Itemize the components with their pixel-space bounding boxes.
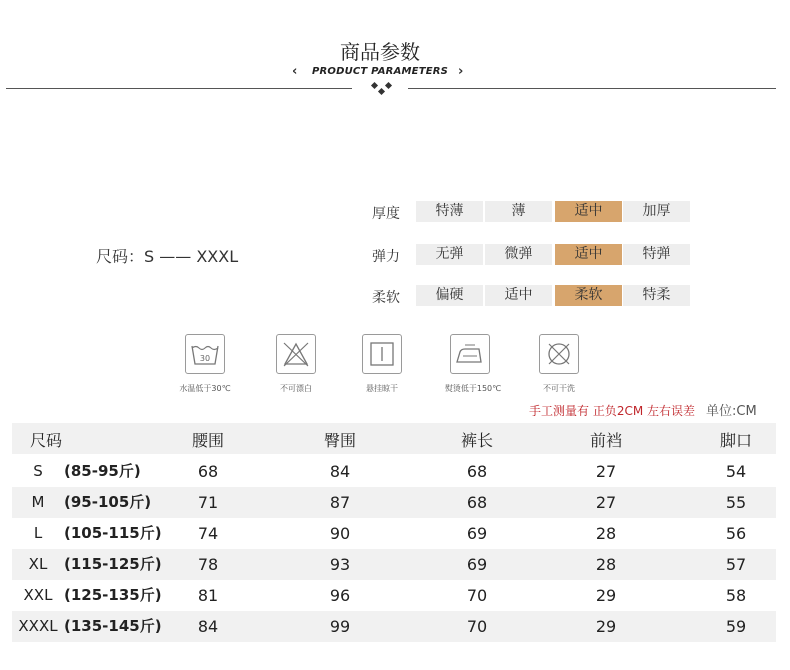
size-code: XXL (23, 586, 53, 604)
table-cell: 29 (595, 586, 617, 605)
measurement-note: 手工测量有 正负2CM 左右误差 (529, 404, 695, 418)
chevron-left-icon: ‹ (292, 64, 298, 79)
table-cell: 84 (197, 617, 219, 636)
diamond-ornament-icon (370, 81, 394, 97)
size-code: L (33, 524, 43, 542)
care-caption: 水温低于30℃ (179, 384, 231, 393)
table-cell: 70 (466, 617, 488, 636)
size-cell (12, 584, 162, 605)
divider-right (408, 88, 776, 89)
table-cell: 59 (725, 617, 747, 636)
table-cell: 99 (329, 617, 351, 636)
attribute-label: 厚度 (372, 206, 400, 222)
weight-range: (95-105斤) (64, 493, 152, 511)
table-cell: 81 (197, 586, 219, 605)
table-cell: 68 (466, 462, 488, 481)
attribute-option: 偏硬 (416, 285, 483, 306)
attribute-option: 特柔 (623, 285, 690, 306)
attribute-option-selected: 柔软 (555, 285, 622, 306)
care-caption: 悬挂晾干 (366, 384, 398, 393)
attribute-option: 薄 (485, 201, 552, 222)
care-caption: 不可干洗 (543, 384, 575, 393)
table-header-cell: 裤长 (460, 431, 493, 450)
weight-range: (125-135斤) (64, 586, 162, 604)
attribute-option: 微弹 (485, 244, 552, 265)
table-row (12, 549, 776, 580)
size-cell (12, 460, 157, 481)
no-dry-clean-icon (539, 334, 579, 374)
weight-range: (105-115斤) (64, 524, 162, 542)
table-cell: 55 (725, 493, 747, 512)
table-cell: 27 (595, 462, 617, 481)
table-cell: 71 (197, 493, 219, 512)
size-code: XXXL (18, 617, 58, 635)
table-cell: 84 (329, 462, 351, 481)
attribute-label: 弹力 (372, 249, 400, 265)
table-header-cell: 脚口 (719, 431, 752, 450)
table-cell: 58 (725, 586, 747, 605)
attribute-option: 适中 (485, 285, 552, 306)
weight-range: (115-125斤) (64, 555, 162, 573)
table-cell: 93 (329, 555, 351, 574)
table-row (12, 611, 776, 642)
attribute-option-selected: 适中 (555, 244, 622, 265)
attribute-option: 加厚 (623, 201, 690, 222)
table-cell: 68 (197, 462, 219, 481)
divider-left (6, 88, 352, 89)
table-header-cell: 尺码 (30, 431, 63, 450)
care-caption: 不可漂白 (280, 384, 312, 393)
table-cell: 74 (197, 524, 219, 543)
size-cell (12, 553, 162, 574)
table-cell: 56 (725, 524, 747, 543)
iron-150-icon (450, 334, 490, 374)
size-cell (12, 522, 162, 543)
hang-dry-icon (362, 334, 402, 374)
table-header-cell: 腰围 (191, 431, 224, 450)
attribute-option: 特薄 (416, 201, 483, 222)
page-subtitle: PRODUCT PARAMETERS (311, 66, 449, 77)
unit-label: 单位:CM (706, 404, 757, 419)
table-row (12, 580, 776, 611)
table-header-row (12, 423, 776, 454)
table-cell: 87 (329, 493, 351, 512)
size-range-label: 尺码：S —— XXXL (96, 247, 239, 266)
table-cell: 27 (595, 493, 617, 512)
table-cell: 57 (725, 555, 747, 574)
table-cell: 69 (466, 524, 488, 543)
table-cell: 28 (595, 524, 617, 543)
size-code: M (31, 493, 45, 511)
table-cell: 70 (466, 586, 488, 605)
table-row (12, 487, 776, 518)
table-cell: 29 (595, 617, 617, 636)
wash-temp-text: 30 (199, 354, 211, 363)
table-cell: 69 (466, 555, 488, 574)
table-cell: 78 (197, 555, 219, 574)
care-caption: 熨烫低于150℃ (444, 384, 502, 393)
weight-range: (135-145斤) (64, 617, 162, 635)
table-cell: 68 (466, 493, 488, 512)
table-cell: 54 (725, 462, 747, 481)
table-cell: 28 (595, 555, 617, 574)
table-cell: 90 (329, 524, 351, 543)
chevron-right-icon: › (458, 64, 464, 79)
size-code: XL (28, 555, 48, 573)
size-code: S (33, 462, 43, 480)
attribute-option: 无弹 (416, 244, 483, 265)
page-title: 商品参数 (340, 40, 420, 64)
size-cell (12, 615, 162, 636)
attribute-option: 特弹 (623, 244, 690, 265)
attribute-label: 柔软 (372, 290, 400, 306)
attribute-option-selected: 适中 (555, 201, 622, 222)
table-row (12, 518, 776, 549)
table-cell: 96 (329, 586, 351, 605)
size-cell (12, 491, 157, 512)
table-header-cell: 前裆 (589, 431, 622, 450)
weight-range: (85-95斤) (64, 462, 141, 480)
wash-30-icon (185, 334, 225, 374)
table-row (12, 456, 776, 487)
table-header-cell: 臀围 (323, 431, 356, 450)
no-bleach-icon (276, 334, 316, 374)
